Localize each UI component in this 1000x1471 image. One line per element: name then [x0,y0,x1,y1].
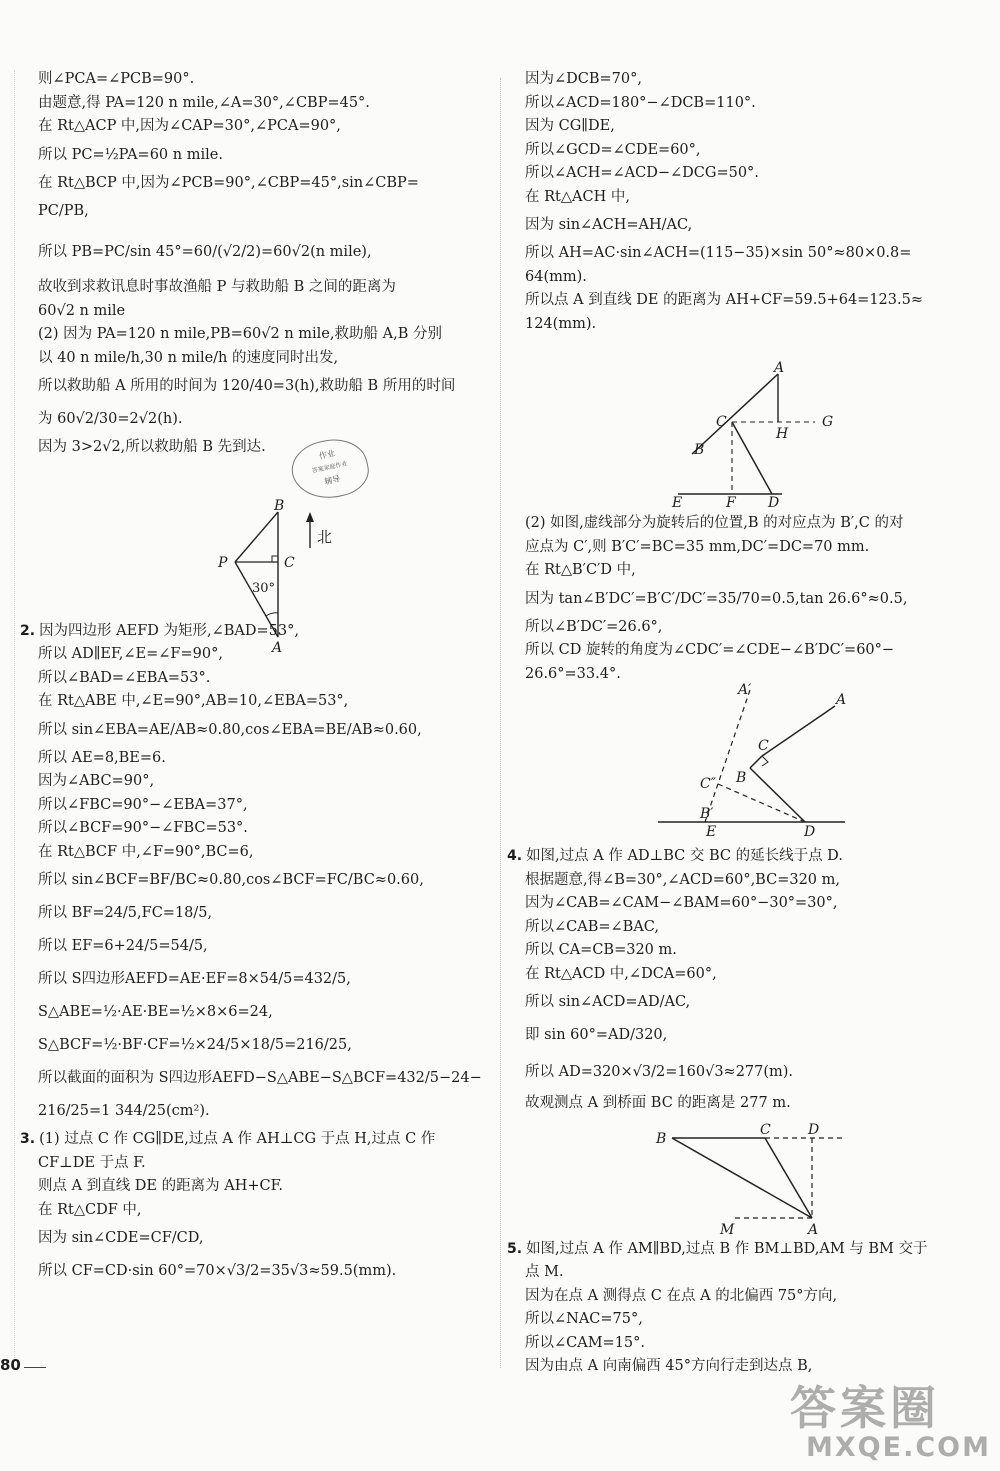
right-angle-mark [762,756,768,766]
question-number: 4. [507,848,523,864]
text-line: 所以 BF=24/5,FC=18/5, [38,905,213,921]
label-g: G [822,414,834,430]
segment-ca [765,1138,812,1218]
text-line: 60√2 n mile [38,302,126,319]
label-c: C [716,414,727,430]
text-line: PC/PB, [38,203,89,219]
text-line: 所以∠GCD=∠CDE=60°, [525,141,701,158]
text-line: 所以 CF=CD·sin 60°=70×√3/2=35√3≈59.5(mm). [38,1263,397,1279]
text-line: 所以 S四边形AEFD=AE·EF=8×54/5=432/5, [38,971,351,987]
label-c: C [284,555,295,571]
label-c: C [758,738,769,754]
text-line: 26.6°=33.4°. [525,665,621,682]
segment-pa [235,562,278,637]
text-line: 所以∠NAC=75°, [525,1311,643,1327]
triangle-figure-pba [210,498,360,656]
text-line: 所以∠BCF=90°−∠FBC=53°. [38,820,248,836]
text-line: 所以 AE=8,BE=6. [38,749,166,766]
question-number: 5. [507,1240,523,1257]
label-e: E [706,824,717,840]
text-line: 所以 PB=PC/sin 45°=60/(√2/2)=60√2(n mile), [38,244,372,260]
segment-ac [762,706,835,756]
question-3-first-line [20,1128,486,1152]
label-b-prime: B′ [700,806,714,822]
label-p: P [218,555,228,571]
label-b: B [736,770,747,786]
text-line: 所以 sin∠EBA=AE/AB≈0.80,cos∠EBA=BE/AB≈0.60, [38,721,422,738]
text-line: 在 Rt△BCP 中,因为∠PCB=90°,∠CBP=45°,sin∠CBP= [38,174,419,191]
text-line: 所以∠CAM=15°. [525,1334,646,1351]
label-a-prime: A′ [738,682,752,698]
text-line: 因为由点 A 向南偏西 45°方向行走到达点 B, [525,1358,813,1374]
text-line: 因为∠ABC=90°, [38,773,155,789]
text-line: 在 Rt△ACD 中,∠DCA=60°, [525,965,717,982]
text-line: S△BCF=½·BF·CF=½×24/5×18/5=216/25, [38,1037,352,1053]
text-line: 因为∠CAB=∠CAM−∠BAM=60°−30°=30°, [525,895,838,911]
question-number: 2. [20,622,36,639]
text-line: 点 M. [525,1264,564,1280]
text-line: 所以救助船 A 所用的时间为 120/40=3(h),救助船 B 所用的时间 [38,378,456,394]
left-margin-rule [14,70,15,1360]
watermark-url: MXQE.COM [806,1432,991,1463]
text-line: 根据题意,得∠B=30°,∠ACD=60°,BC=320 m, [525,871,840,888]
text-line: 所以∠FBC=90°−∠EBA=37°, [38,796,248,813]
label-c: C [760,1122,771,1138]
segment-c-prime-d [718,784,805,822]
label-d: D [808,1122,820,1138]
text-line: 所以 EF=6+24/5=54/5, [38,938,208,954]
label-f: F [726,495,736,511]
text-line: (2) 因为 PA=120 n mile,PB=60√2 n mile,救助船 A,B 分别 [38,326,442,342]
north-arrow-head-icon [306,512,314,522]
label-c-double-prime: C″ [700,776,716,792]
segment-cd [732,422,772,494]
text-line: 则∠PCA=∠PCB=90°. [38,71,195,87]
text-line: 应点为 C′,则 B′C′=BC=35 mm,DC′=DC=70 mm. [525,538,870,555]
label-angle: 30° [252,581,276,596]
bridge-figure [650,1124,860,1242]
right-angle-mark [272,556,278,562]
watermark-logo [790,1372,991,1463]
text-line: 如图,过点 A 作 AD⊥BC 交 BC 的延长线于点 D. [526,848,843,864]
text-line: 所以 CA=CB=320 m. [525,942,677,958]
question-4-first-line [507,845,973,869]
text-line: 所以 AH=AC·sin∠ACH=(115−35)×sin 50°≈80×0.8= [525,245,912,261]
text-line: 所以 CD 旋转的角度为∠CDC′=∠CDE−∠B′DC′=60°− [525,642,895,658]
label-d: D [768,495,780,511]
label-north: 北 [317,528,333,546]
column-divider [500,78,501,1368]
text-line: 所以 AD∥EF,∠E=∠F=90°, [38,646,223,662]
text-line: 为 60√2/30=2√2(h). [38,411,183,427]
text-line: 即 sin 60°=AD/320, [525,1027,668,1043]
text-line: (2) 如图,虚线部分为旋转后的位置,B 的对应点为 B′,C 的对 [525,515,904,531]
text-line: 所以∠BAD=∠EBA=53°. [38,669,211,686]
text-line: 在 Rt△ACP 中,因为∠CAP=30°,∠PCA=90°, [38,118,341,134]
text-line: 在 Rt△BCF 中,∠F=90°,BC=6, [38,843,254,860]
segment-cb [750,756,762,768]
text-line: 所以点 A 到直线 DE 的距离为 AH+CF=59.5+64=123.5≈ [525,292,923,308]
text-line: 以 40 n mile/h,30 n mile/h 的速度同时出发, [38,349,339,366]
text-line: 因为 sin∠CDE=CF/CD, [38,1230,204,1246]
text-line: 所以 sin∠ACD=AD/AC, [525,994,691,1010]
text-line: 64(mm). [525,268,587,285]
segment-bp [235,512,278,562]
label-m: M [720,1222,735,1238]
text-line: 因为四边形 AEFD 为矩形,∠BAD=53°, [39,622,299,639]
segment-ba [672,1138,812,1218]
page-number-rule [24,1367,46,1368]
label-a: A [808,1222,819,1238]
segment-a-prime [705,690,750,822]
text-line: 所以∠ACH=∠ACD−∠DCG=50°. [525,165,759,181]
text-line: 如图,过点 A 作 AM∥BD,过点 B 作 BM⊥BD,AM 与 BM 交于 [526,1240,928,1257]
text-line: 故收到求救讯息时事故渔船 P 与救助船 B 之间的距离为 [38,279,396,295]
question-number: 3. [20,1131,36,1147]
segment-ab [692,374,778,454]
rotation-figure [650,684,870,839]
text-line: CF⊥DE 于点 F. [38,1154,146,1171]
label-a: A [774,360,785,376]
text-line: 所以∠CAB=∠BAC, [525,918,659,935]
label-b: B [656,1131,667,1147]
text-line: 因为 tan∠B′DC′=B′C′/DC′=35/70=0.5,tan 26.6°≈0.5, [525,590,908,607]
text-line: 因为 sin∠ACH=AH/AC, [525,217,693,233]
stamp-text: 答案家庭作业 [311,460,349,475]
text-line: 在 Rt△ABE 中,∠E=90°,AB=10,∠EBA=53°, [38,693,349,709]
segment-bd [750,768,805,822]
text-line: 因为 CG∥DE, [525,118,615,134]
label-a: A [272,640,283,656]
text-line: S△ABE=½·AE·BE=½×8×6=24, [38,1004,273,1020]
text-line: 因为∠DCB=70°, [525,71,642,87]
text-line: 在 Rt△B′C′D 中, [525,562,636,578]
text-line: 故观测点 A 到桥面 BC 的距离是 277 m. [525,1095,791,1111]
text-line: 因为 3>2√2,所以救助船 B 先到达. [38,439,266,455]
label-a: A [836,692,847,708]
text-line: 在 Rt△CDF 中, [38,1201,142,1218]
text-line: 所以∠ACD=180°−∠DCB=110°. [525,94,756,111]
geometry-figure-acgd [660,360,850,510]
label-b: B [274,498,285,514]
text-line: 由题意,得 PA=120 n mile,∠A=30°,∠CBP=45°. [38,94,370,111]
label-d: D [804,824,816,840]
label-b: B [694,442,705,458]
text-line: 所以 sin∠BCF=BF/BC≈0.80,cos∠BCF=FC/BC≈0.60, [38,872,424,888]
text-line: 因为在点 A 测得点 C 在点 A 的北偏西 75°方向, [525,1287,838,1304]
stamp-text: 作业 [318,448,336,461]
label-h: H [776,426,789,442]
text-line: 216/25=1 344/25(cm²). [38,1103,210,1119]
text-line: 124(mm). [525,315,597,332]
stamp-text: 辅导 [323,474,342,487]
text-line: 所以 AD=320×√3/2=160√3≈277(m). [525,1064,794,1080]
page-number: 80 [0,1356,21,1374]
left-column [20,68,486,1288]
text-line: 所以截面的面积为 S四边形AEFD−S△ABE−S△BCF=432/5−24− [38,1070,482,1086]
text-line: 则点 A 到直线 DE 的距离为 AH+CF. [38,1178,283,1194]
text-line: 所以∠B′DC′=26.6°, [525,618,663,635]
label-e: E [672,495,683,511]
text-line: (1) 过点 C 作 CG∥DE,过点 A 作 AH⊥CG 于点 H,过点 C 作 [39,1131,436,1147]
text-line: 在 Rt△ACH 中, [525,188,630,205]
angle-arc [266,613,278,616]
watermark-text: 答案圈 [790,1381,940,1435]
text-line: 所以 PC=½PA=60 n mile. [38,146,223,163]
right-column-lower [507,845,973,1379]
